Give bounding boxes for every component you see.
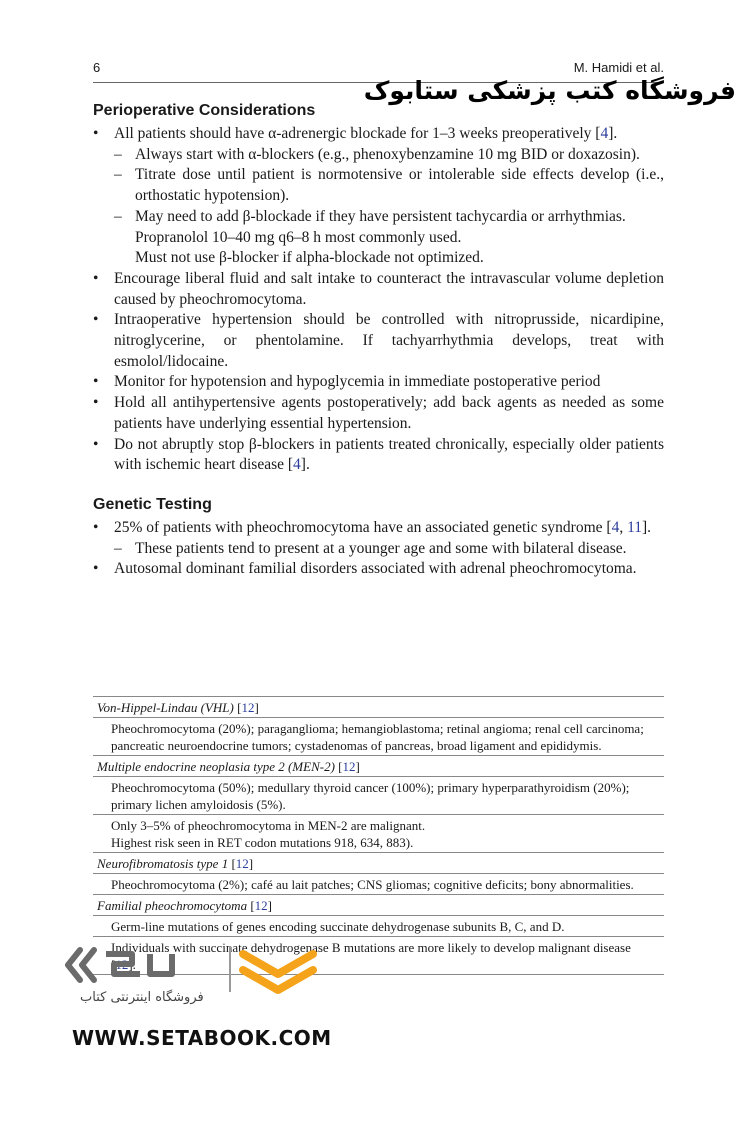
list-item: • Intraoperative hypertension should be controlled with nitroprusside, nicardipine, nitroglycerine, or phentolamine. If tachyarrhythmia develops, treat with esmolol/lidocaine. <box>93 310 664 372</box>
table-row: Individuals with succinate dehydrogenase B mutations are more likely to develop malignant disease [12]. <box>93 937 664 975</box>
watermark-persian-text: فروشگاه اینترنتی کتاب <box>80 990 204 1005</box>
running-head: M. Hamidi et al. <box>573 60 664 75</box>
table-row: Pheochromocytoma (2%); café au lait patches; CNS gliomas; cognitive deficits; bony abnormalities. <box>93 874 664 895</box>
sub-list-item: – May need to add β-blockade if they have persistent tachycardia or arrhythmias. Propranolol 10–40 mg q6–8 h most commonly used. Must not use β-blocker if alpha-blockade not optimized. <box>114 207 664 269</box>
sub-list-item: – Titrate dose until patient is normotensive or intolerable side effects develop (i.e., orthostatic hypotension). <box>114 165 664 206</box>
list-item: • Hold all antihypertensive agents postoperatively; add back agents as needed as some patients have underlying essential hypertension. <box>93 393 664 434</box>
perioperative-list <box>93 124 664 476</box>
citation-link[interactable]: 12 <box>235 856 249 871</box>
sub-list-item: – Always start with α-blockers (e.g., phenoxybenzamine 10 mg BID or doxazosin). <box>114 145 664 166</box>
list-item: • Encourage liberal fluid and salt intake to counteract the intravascular volume depletion caused by pheochromocytoma. <box>93 269 664 310</box>
table-header-row: Neurofibromatosis type 1 [12] <box>93 853 664 874</box>
genetic-testing-list <box>93 518 664 580</box>
citation-link[interactable]: 12 <box>115 957 129 972</box>
table-row: Pheochromocytoma (20%); paraganglioma; hemangioblastoma; retinal angioma; renal cell carcinoma; pancreatic neuroendocrine tumors; cystadenomas of pancreas, broad ligament and epididymis. <box>93 718 664 756</box>
list-item: • Autosomal dominant familial disorders associated with adrenal pheochromocytoma. <box>93 559 664 580</box>
section-title-genetic-testing: Genetic Testing <box>93 495 212 513</box>
sub-list <box>114 145 664 269</box>
store-banner: فروشگاه کتب پزشکی ستابوک <box>363 76 736 105</box>
watermark-url[interactable]: WWW.SETABOOK.COM <box>72 1026 332 1050</box>
genetic-syndromes-table <box>93 696 664 975</box>
table-row: Germ-line mutations of genes encoding succinate dehydrogenase subunits B, C, and D. <box>93 916 664 937</box>
list-item: • Monitor for hypotension and hypoglycemia in immediate postoperative period <box>93 372 664 393</box>
citation-link[interactable]: 11 <box>627 518 643 536</box>
citation-link[interactable]: 12 <box>254 898 268 913</box>
section-title-perioperative: Perioperative Considerations <box>93 102 316 119</box>
sub-list-item: – These patients tend to present at a younger age and some with bilateral disease. <box>114 539 664 560</box>
citation-link[interactable]: 4 <box>293 456 301 474</box>
list-item: • All patients should have α-adrenergic blockade for 1–3 weeks preoperatively [4]. – Always start with α-blockers (e.g., phenoxybenzamine 10 mg BID or doxazosin). – Titrate dose until patient is normotensive or intolerable side effects develop (i.e., orthostatic hypotension). – May need to add β-blockade if they have persistent tachycardia or arrhythmias. Propranolol 10–40 mg q6–8 h most commonly used. Must not use β-blocker if alpha-blockade not optimized. <box>93 124 664 269</box>
table-header-row: Multiple endocrine neoplasia type 2 (MEN-2) [12] <box>93 756 664 777</box>
table-header-row: Von-Hippel-Lindau (VHL) [12] <box>93 697 664 718</box>
list-item: • Do not abruptly stop β-blockers in patients treated chronically, especially older patients with ischemic heart disease [4]. <box>93 435 664 476</box>
list-item: • 25% of patients with pheochromocytoma have an associated genetic syndrome [4, 11]. – These patients tend to present at a younger age and some with bilateral disease. <box>93 518 664 559</box>
citation-link[interactable]: 4 <box>611 518 620 536</box>
citation-link[interactable]: 12 <box>342 759 356 774</box>
table-header-row: Familial pheochromocytoma [12] <box>93 895 664 916</box>
main-content <box>93 100 664 580</box>
table-row: Only 3–5% of pheochromocytoma in MEN-2 are malignant. Highest risk seen in RET codon mutations 918, 634, 883). <box>93 815 664 853</box>
citation-link[interactable]: 12 <box>241 700 255 715</box>
setabook-watermark <box>58 940 332 1055</box>
sub-list <box>114 539 664 560</box>
citation-link[interactable]: 4 <box>600 125 609 142</box>
page-number: 6 <box>93 60 101 75</box>
table-row: Pheochromocytoma (50%); medullary thyroid cancer (100%); primary hyperparathyroidism (20%); primary lichen amyloidosis (5%). <box>93 777 664 815</box>
